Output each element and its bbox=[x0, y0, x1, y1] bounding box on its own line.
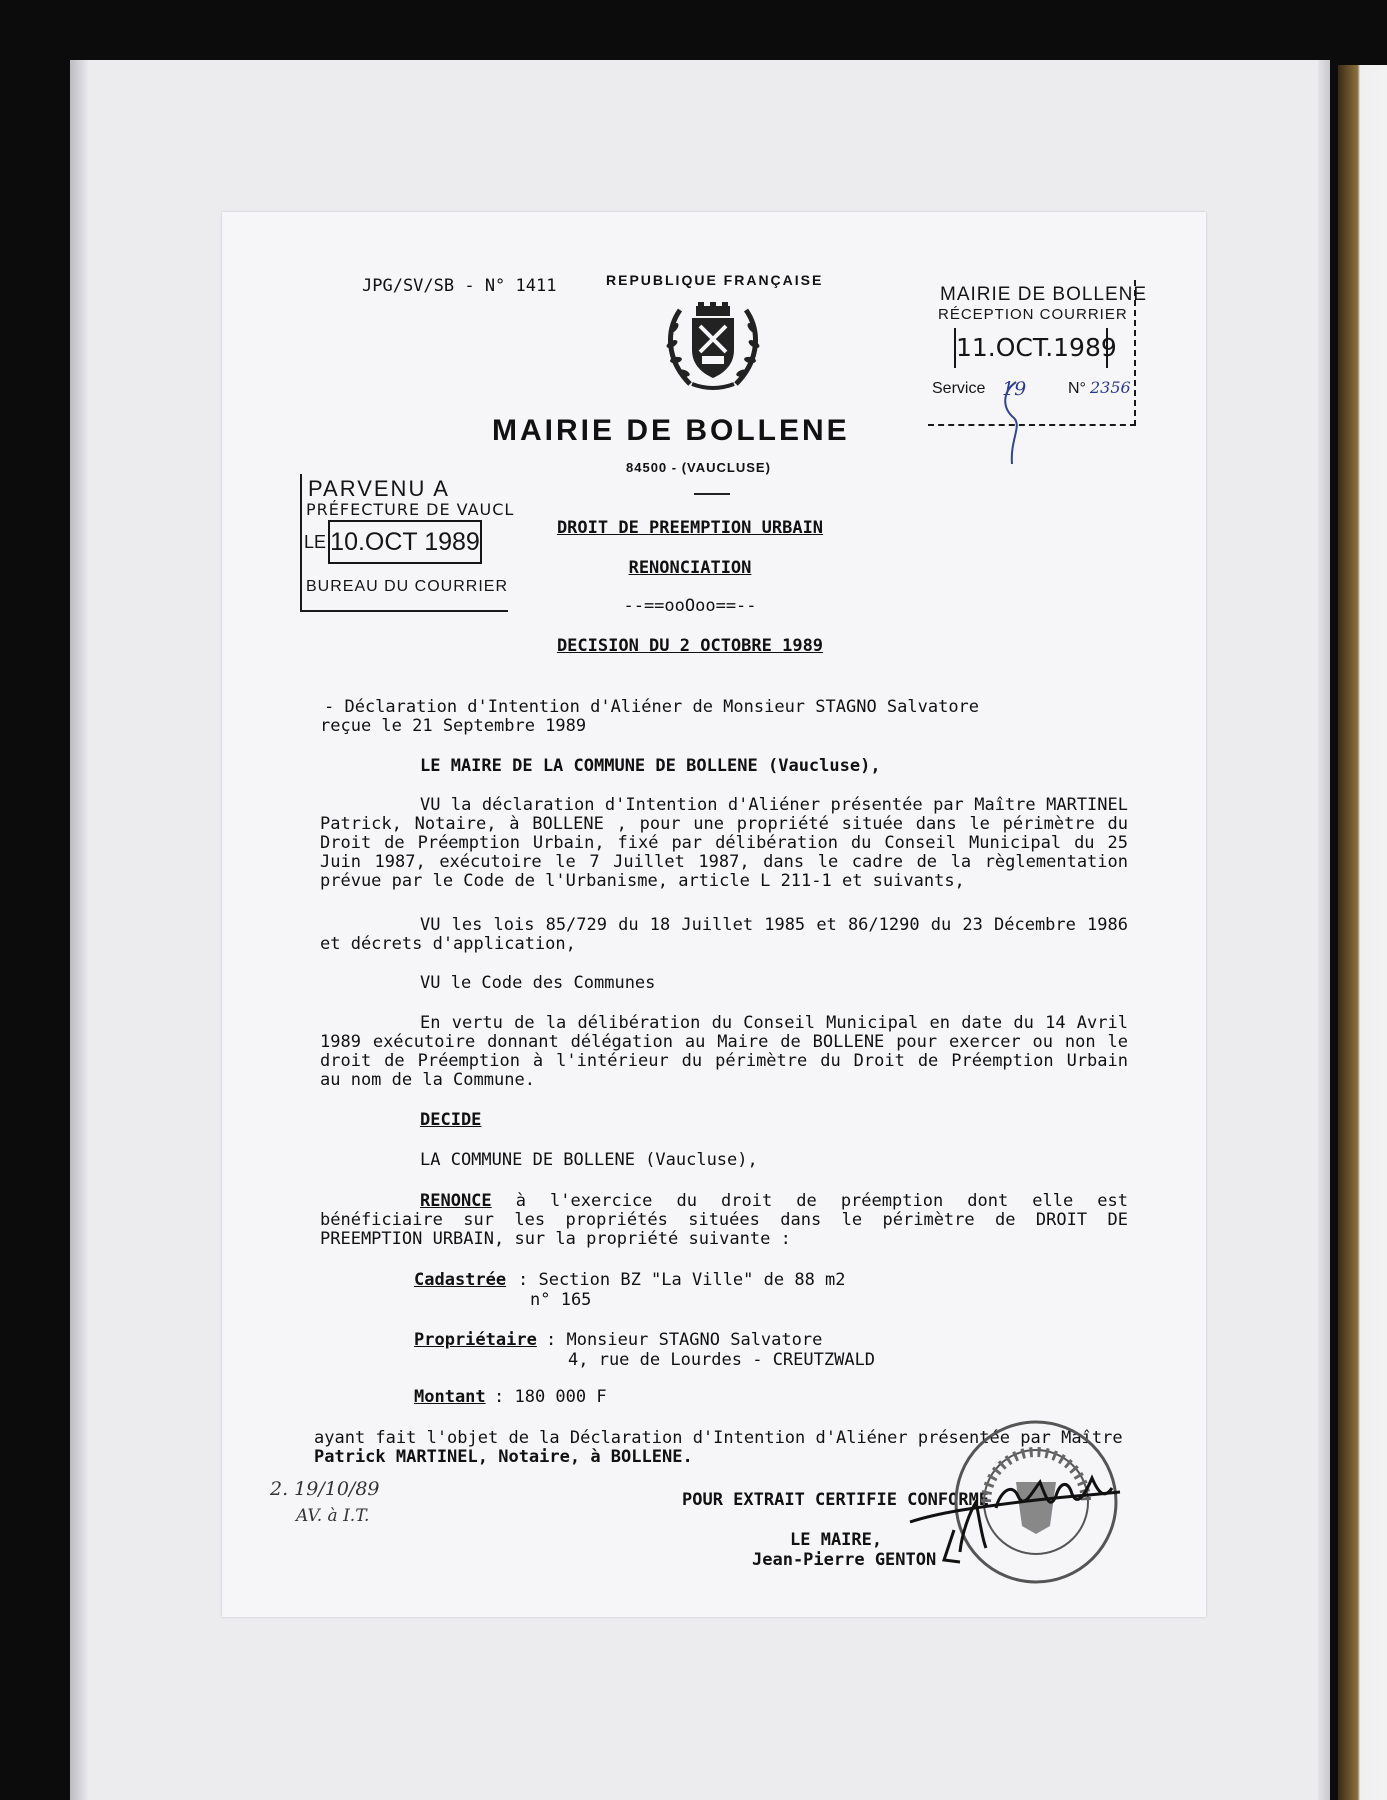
vu-lois-paragraph: VU les lois 85/729 du 18 Juillet 1985 et 86/1290 du 23 Décembre 1986 et décrets d'application, bbox=[320, 915, 1128, 954]
mayor-signature-icon bbox=[900, 1452, 1130, 1572]
handwritten-date: 2. 19/10/89 bbox=[270, 1478, 380, 1500]
blue-ink-mark-icon bbox=[996, 378, 1032, 468]
proprietaire-address: 4, rue de Lourdes - CREUTZWALD bbox=[568, 1350, 876, 1370]
renonce-word: RENONCE bbox=[420, 1191, 492, 1211]
renonce-text: à l'exercice du droit de préemption dont elle est bénéficiaire sur les propriétés situées dans le périmètre de DROIT DE PREEMPTION URBAIN, sur la propriété suivante : bbox=[320, 1191, 1128, 1249]
renonciation-title: RENONCIATION bbox=[628, 558, 752, 578]
stamp-date: 10.OCT 1989 bbox=[328, 520, 482, 564]
stamp-line: N° bbox=[1068, 380, 1086, 397]
proprietaire-value: : Monsieur STAGNO Salvatore bbox=[546, 1330, 823, 1350]
cadastree-value: : Section BZ "La Ville" de 88 m2 bbox=[518, 1270, 846, 1290]
stamp-line: MAIRIE DE BOLLENE bbox=[940, 284, 1148, 305]
ayant-line-2: Patrick MARTINEL, Notaire, à BOLLENE. bbox=[314, 1447, 693, 1467]
droit-preemption-title: DROIT DE PREEMPTION URBAIN bbox=[556, 518, 824, 538]
coat-of-arms-icon bbox=[662, 300, 764, 392]
header-divider bbox=[694, 493, 730, 495]
prefecture-received-stamp bbox=[300, 474, 515, 612]
proprietaire-label: Propriétaire bbox=[414, 1330, 537, 1350]
declaration-line: - Déclaration d'Intention d'Aliéner de Monsieur STAGNO Salvatore bbox=[324, 697, 980, 717]
stamp-line: BUREAU DU COURRIER bbox=[306, 578, 509, 595]
ayant-line: ayant fait l'objet de la Déclaration d'Intention d'Aliéner présentée par Maître bbox=[314, 1428, 1123, 1448]
stamp-handwritten-value: 2356 bbox=[1090, 378, 1131, 397]
reference-number: JPG/SV/SB - N° 1411 bbox=[362, 276, 557, 296]
commune-heading: LA COMMUNE DE BOLLENE (Vaucluse), bbox=[420, 1150, 758, 1170]
handwritten-note: AV. à I.T. bbox=[296, 1506, 370, 1526]
decorative-separator: --==ooOoo==-- bbox=[623, 596, 757, 616]
mairie-reception-stamp bbox=[928, 280, 1148, 426]
cadastree-number: n° 165 bbox=[530, 1290, 592, 1310]
montant-label: Montant bbox=[414, 1387, 486, 1407]
stamp-line: LE bbox=[304, 532, 327, 552]
decision-title: DECISION DU 2 OCTOBRE 1989 bbox=[556, 636, 824, 656]
mayor-name: Jean-Pierre GENTON bbox=[752, 1550, 937, 1570]
vu-code-paragraph: VU le Code des Communes bbox=[420, 973, 656, 993]
stamp-date: 11.OCT.1989 bbox=[954, 328, 1108, 368]
certification-text: POUR EXTRAIT CERTIFIE CONFORME bbox=[682, 1490, 990, 1510]
montant-value: : 180 000 F bbox=[494, 1387, 607, 1407]
stamp-line: RÉCEPTION COURRIER bbox=[938, 306, 1128, 323]
book-spine-edge bbox=[1338, 65, 1387, 1800]
mairie-title: MAIRIE DE BOLLENE bbox=[492, 414, 850, 447]
en-vertu-paragraph: En vertu de la délibération du Conseil Municipal en date du 14 Avril 1989 exécutoire donnant délégation au Maire de BOLLENE pour exercer ou non le droit de Préemption à l'intérieur du périmètre du Droit de Préemption Urbain au nom de la Commune. bbox=[320, 1013, 1128, 1090]
album-fold bbox=[70, 60, 88, 1800]
stamp-handwritten-value: 19 bbox=[1002, 378, 1027, 400]
declaration-date-line: reçue le 21 Septembre 1989 bbox=[320, 716, 587, 736]
stamp-line: Service bbox=[932, 380, 986, 397]
mayor-title: LE MAIRE, bbox=[790, 1530, 883, 1550]
mairie-address: 84500 - (VAUCLUSE) bbox=[626, 460, 771, 475]
cadastree-label: Cadastrée bbox=[414, 1270, 507, 1290]
republic-heading: REPUBLIQUE FRANÇAISE bbox=[606, 272, 824, 288]
stamp-line: PARVENU A bbox=[308, 476, 450, 501]
maire-heading: LE MAIRE DE LA COMMUNE DE BOLLENE (Vaucluse), bbox=[420, 756, 881, 776]
stamp-line: PRÉFECTURE DE VAUCL bbox=[306, 500, 515, 519]
vu-declaration-paragraph: VU la déclaration d'Intention d'Aliéner présentée par Maître MARTINEL Patrick, Notaire, à BOLLENE , pour une propriété située dans le périmètre du Droit de Préemption Urbain, fixé par délibération du Conseil Municipal du 25 Juin 1987, exécutoire le 7 Juillet 1987, dans le cadre de la règlementation prévue par le Code de l'Urbanisme, article L 211-1 et suivants, bbox=[320, 795, 1128, 891]
decide-heading: DECIDE bbox=[420, 1110, 482, 1130]
renonce-paragraph bbox=[320, 1192, 1128, 1249]
album-edge bbox=[1318, 60, 1330, 1800]
